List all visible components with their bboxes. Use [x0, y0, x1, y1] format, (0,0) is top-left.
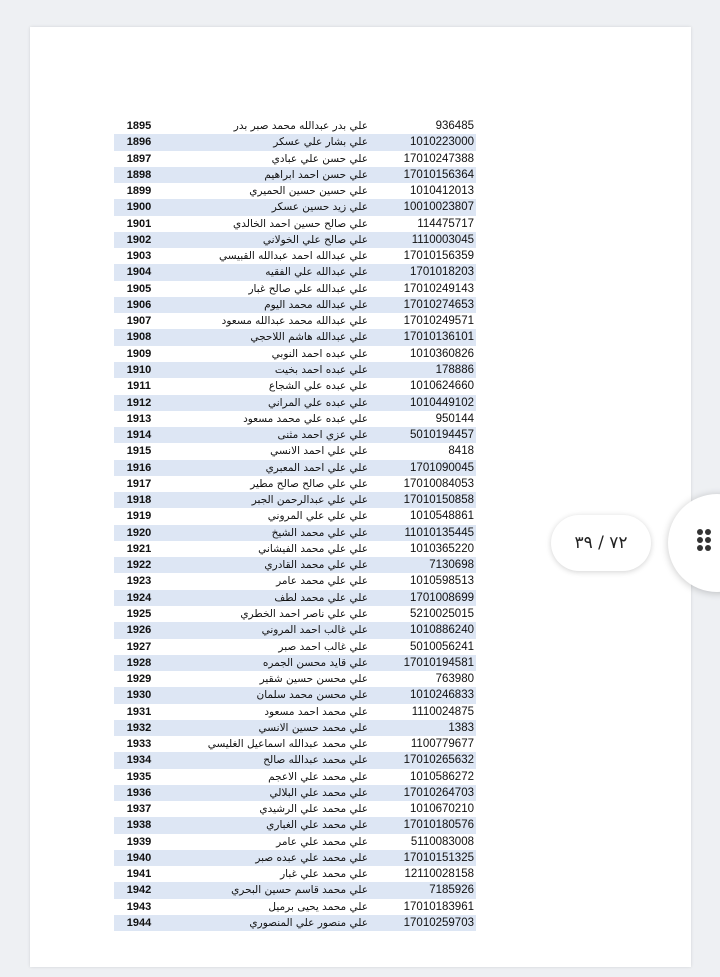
person-name: علي غالب احمد صبر: [278, 640, 368, 653]
id-number: 1110003045: [411, 233, 474, 246]
table-row: [114, 492, 476, 508]
id-number: 1010670210: [410, 803, 474, 816]
row-number: 1927: [126, 640, 152, 653]
row-number: 1916: [126, 461, 152, 474]
table-row: [114, 769, 476, 785]
table-row: [114, 557, 476, 573]
table-row: [114, 118, 476, 134]
row-number: 1914: [126, 429, 152, 442]
person-name: علي محمد قاسم حسين البحري: [231, 884, 368, 897]
id-number: 17010156364: [403, 168, 474, 181]
row-number: 1895: [126, 120, 152, 132]
row-number: 1896: [126, 136, 152, 149]
id-number: 17010249571: [403, 315, 474, 328]
row-number: 1942: [126, 884, 152, 897]
table-row: [114, 801, 476, 817]
person-name: علي علي محمد لطف: [274, 591, 368, 604]
person-name: علي محسن حسين شقير: [259, 673, 368, 686]
row-number: 1931: [126, 705, 152, 718]
table-row: [114, 639, 476, 655]
table-row: [114, 671, 476, 687]
person-name: علي عبده علي محمد مسعود: [243, 412, 368, 425]
id-number: 17010156359: [403, 250, 474, 263]
person-name: علي محمد يحيى برميل: [268, 900, 368, 913]
table-row: [114, 313, 476, 329]
id-number: 1010624660: [410, 380, 474, 393]
table-row: [114, 151, 476, 167]
table-row: [114, 736, 476, 752]
id-number: 11010135445: [404, 526, 474, 539]
table-row: [114, 915, 476, 931]
table-row: [114, 882, 476, 898]
row-number: 1921: [126, 542, 152, 555]
person-name: علي عبده علي المراني: [267, 396, 368, 409]
person-name: علي صالح حسين احمد الخالدي: [233, 217, 368, 230]
document-page: [30, 27, 691, 967]
id-number: 5010056241: [410, 640, 474, 653]
id-number: 17010180576: [403, 819, 474, 832]
id-number: 17010150858: [403, 494, 474, 507]
table-row: [114, 443, 476, 459]
table-row: [114, 297, 476, 313]
row-number: 1903: [126, 250, 152, 263]
row-number: 1922: [126, 559, 152, 572]
person-name: علي بدر عبدالله محمد صبر بدر: [233, 120, 368, 132]
id-number: 17010084053: [403, 477, 474, 490]
row-number: 1909: [126, 347, 152, 360]
id-number: 1010412013: [410, 185, 474, 198]
row-number: 1901: [126, 217, 152, 230]
grid-dots-icon: [696, 528, 720, 552]
person-name: علي محمد علي الرشيدي: [259, 803, 368, 816]
id-number: 114475717: [417, 217, 474, 230]
id-number: 5010194457: [410, 429, 474, 442]
id-number: 1701090045: [410, 461, 474, 474]
row-number: 1897: [126, 152, 152, 165]
person-name: علي علي احمد المعبري: [265, 461, 368, 474]
row-number: 1898: [126, 168, 152, 181]
row-number: 1943: [126, 900, 152, 913]
table-row: [114, 817, 476, 833]
table-row: [114, 460, 476, 476]
table-row: [114, 752, 476, 768]
id-number: 8418: [448, 445, 474, 458]
person-name: علي علي محمد عامر: [276, 575, 368, 588]
row-number: 1944: [126, 917, 152, 930]
person-name: علي عبده علي الشجاع: [268, 380, 368, 393]
table-row: [114, 476, 476, 492]
row-number: 1908: [126, 331, 152, 344]
names-table: [114, 118, 476, 931]
table-row: [114, 362, 476, 378]
id-number: 5110083008: [410, 835, 474, 848]
table-row: [114, 622, 476, 638]
person-name: علي علي محمد القادري: [264, 559, 368, 572]
id-number: 1010360826: [410, 347, 474, 360]
table-row: [114, 411, 476, 427]
row-number: 1926: [126, 624, 152, 637]
id-number: 7130698: [429, 559, 474, 572]
person-name: علي حسين حسين الحميري: [249, 185, 368, 198]
table-row: [114, 590, 476, 606]
id-number: 10010023807: [403, 201, 474, 214]
id-number: 936485: [435, 120, 474, 132]
table-row: [114, 834, 476, 850]
person-name: علي علي محمد الشيخ: [271, 526, 368, 539]
row-number: 1902: [126, 233, 152, 246]
person-name: علي محمد عبدالله صالح: [263, 754, 368, 767]
row-number: 1919: [126, 510, 152, 523]
table-row: [114, 704, 476, 720]
table-row: [114, 573, 476, 589]
id-number: 1010586272: [410, 770, 474, 783]
id-number: 1010223000: [410, 136, 474, 149]
row-number: 1907: [126, 315, 152, 328]
person-name: علي علي علي المروني: [267, 510, 368, 523]
id-number: 17010183961: [403, 900, 474, 913]
person-name: علي علي عبدالرحمن الجبر: [251, 494, 368, 507]
row-number: 1915: [126, 445, 152, 458]
table-row: [114, 541, 476, 557]
table-row: [114, 199, 476, 215]
person-name: علي محمد علي عبده صبر: [255, 851, 368, 864]
id-number: 1010449102: [410, 396, 474, 409]
person-name: علي عبده احمد النوبي: [271, 347, 368, 360]
table-row: [114, 899, 476, 915]
id-number: 1010246833: [410, 689, 474, 702]
person-name: علي محمد علي الاعجم: [268, 770, 368, 783]
table-row: [114, 508, 476, 524]
person-name: علي محسن محمد سلمان: [256, 689, 368, 702]
person-name: علي بشار علي عسكر: [273, 136, 368, 149]
row-number: 1925: [126, 607, 152, 620]
table-row: [114, 232, 476, 248]
table-row: [114, 378, 476, 394]
table-row: [114, 395, 476, 411]
person-name: علي عزي احمد مثنى: [277, 429, 368, 442]
id-number: 17010264703: [403, 786, 474, 799]
table-row: [114, 687, 476, 703]
row-number: 1913: [126, 412, 152, 425]
person-name: علي محمد علي غبار: [280, 868, 368, 881]
person-name: علي عبدالله علي صالح غبار: [248, 282, 368, 295]
id-number: 17010259703: [403, 917, 474, 930]
person-name: علي محمد علي الغباري: [266, 819, 368, 832]
person-name: علي عبده احمد بخيت: [274, 363, 368, 376]
id-number: 17010274653: [403, 298, 474, 311]
row-number: 1933: [126, 738, 152, 751]
row-number: 1940: [126, 851, 152, 864]
table-row: [114, 720, 476, 736]
table-row: [114, 167, 476, 183]
id-number: 17010151325: [403, 851, 474, 864]
id-number: 1010548861: [410, 510, 474, 523]
id-number: 17010136101: [403, 331, 474, 344]
row-number: 1904: [126, 266, 152, 279]
row-number: 1917: [126, 477, 152, 490]
person-name: علي عبدالله احمد عبدالله القبيسي: [218, 250, 368, 263]
person-name: علي صالح علي الخولاني: [262, 233, 368, 246]
person-name: علي محمد احمد مسعود: [264, 705, 368, 718]
row-number: 1918: [126, 494, 152, 507]
id-number: 17010265632: [403, 754, 474, 767]
person-name: علي علي احمد الانسي: [270, 445, 368, 458]
person-name: علي محمد حسين الانسي: [258, 721, 368, 734]
id-number: 17010247388: [403, 152, 474, 165]
table-row: [114, 281, 476, 297]
person-name: علي عبدالله هاشم اللاحجي: [250, 331, 368, 344]
id-number: 7185926: [429, 884, 474, 897]
id-number: 1100779677: [410, 738, 474, 751]
id-number: 1010365220: [410, 542, 474, 555]
row-number: 1935: [126, 770, 152, 783]
table-row: [114, 655, 476, 671]
person-name: علي حسن احمد ابراهيم: [264, 168, 368, 181]
row-number: 1928: [126, 656, 152, 669]
row-number: 1937: [126, 803, 152, 816]
person-name: علي عبدالله محمد عبدالله مسعود: [221, 315, 368, 328]
row-number: 1934: [126, 754, 152, 767]
table-row: [114, 183, 476, 199]
row-number: 1941: [126, 868, 152, 881]
person-name: علي حسن علي عبادي: [271, 152, 368, 165]
table-row: [114, 248, 476, 264]
row-number: 1923: [126, 575, 152, 588]
table-row: [114, 866, 476, 882]
table-row: [114, 216, 476, 232]
row-number: 1932: [126, 721, 152, 734]
row-number: 1938: [126, 819, 152, 832]
id-number: 5210025015: [410, 607, 474, 620]
person-name: علي قايد محسن الجمره: [262, 656, 368, 669]
id-number: 12110028158: [404, 868, 474, 881]
table-row: [114, 525, 476, 541]
row-number: 1910: [126, 363, 152, 376]
table-row: [114, 427, 476, 443]
row-number: 1905: [126, 282, 152, 295]
table-row: [114, 264, 476, 280]
person-name: علي محمد علي عامر: [276, 835, 368, 848]
row-number: 1920: [126, 526, 152, 539]
person-name: علي زيد حسين عسكر: [271, 201, 368, 214]
row-number: 1939: [126, 835, 152, 848]
id-number: 1701018203: [410, 266, 474, 279]
row-number: 1911: [127, 380, 151, 393]
person-name: علي عبدالله علي الفقيه: [265, 266, 368, 279]
page-indicator[interactable]: [551, 515, 651, 571]
table-row: [114, 346, 476, 362]
person-name: علي محمد عبدالله اسماعيل الغليسي: [207, 738, 368, 751]
table-row: [114, 329, 476, 345]
row-number: 1912: [126, 396, 152, 409]
id-number: 1110024875: [411, 705, 474, 718]
id-number: 17010194581: [403, 656, 474, 669]
person-name: علي علي ناصر احمد الخطري: [240, 607, 368, 620]
row-number: 1900: [126, 201, 152, 214]
id-number: 17010249143: [403, 282, 474, 295]
person-name: علي محمد علي البلالي: [269, 786, 368, 799]
table-row: [114, 785, 476, 801]
person-name: علي عبدالله محمد اليوم: [264, 298, 368, 311]
row-number: 1906: [126, 298, 152, 311]
person-name: علي علي محمد الفيشاني: [258, 542, 368, 555]
id-number: 1383: [448, 721, 474, 734]
table-row: [114, 850, 476, 866]
person-name: علي منصور علي المنصوري: [249, 917, 368, 930]
row-number: 1930: [126, 689, 152, 702]
person-name: علي غالب احمد المروني: [261, 624, 368, 637]
row-number: 1936: [126, 786, 152, 799]
row-number: 1929: [126, 673, 152, 686]
id-number: 1701008699: [410, 591, 474, 604]
table-row: [114, 134, 476, 150]
person-name: علي علي صالح صالح مطير: [250, 477, 368, 490]
row-number: 1899: [126, 185, 152, 198]
row-number: 1924: [126, 591, 152, 604]
id-number: 1010598513: [410, 575, 474, 588]
id-number: 178886: [435, 363, 474, 376]
id-number: 1010886240: [410, 624, 474, 637]
id-number: 763980: [435, 673, 474, 686]
id-number: 950144: [435, 412, 474, 425]
page-indicator-text: ٧٢ / ٣٩: [574, 533, 628, 553]
table-row: [114, 606, 476, 622]
